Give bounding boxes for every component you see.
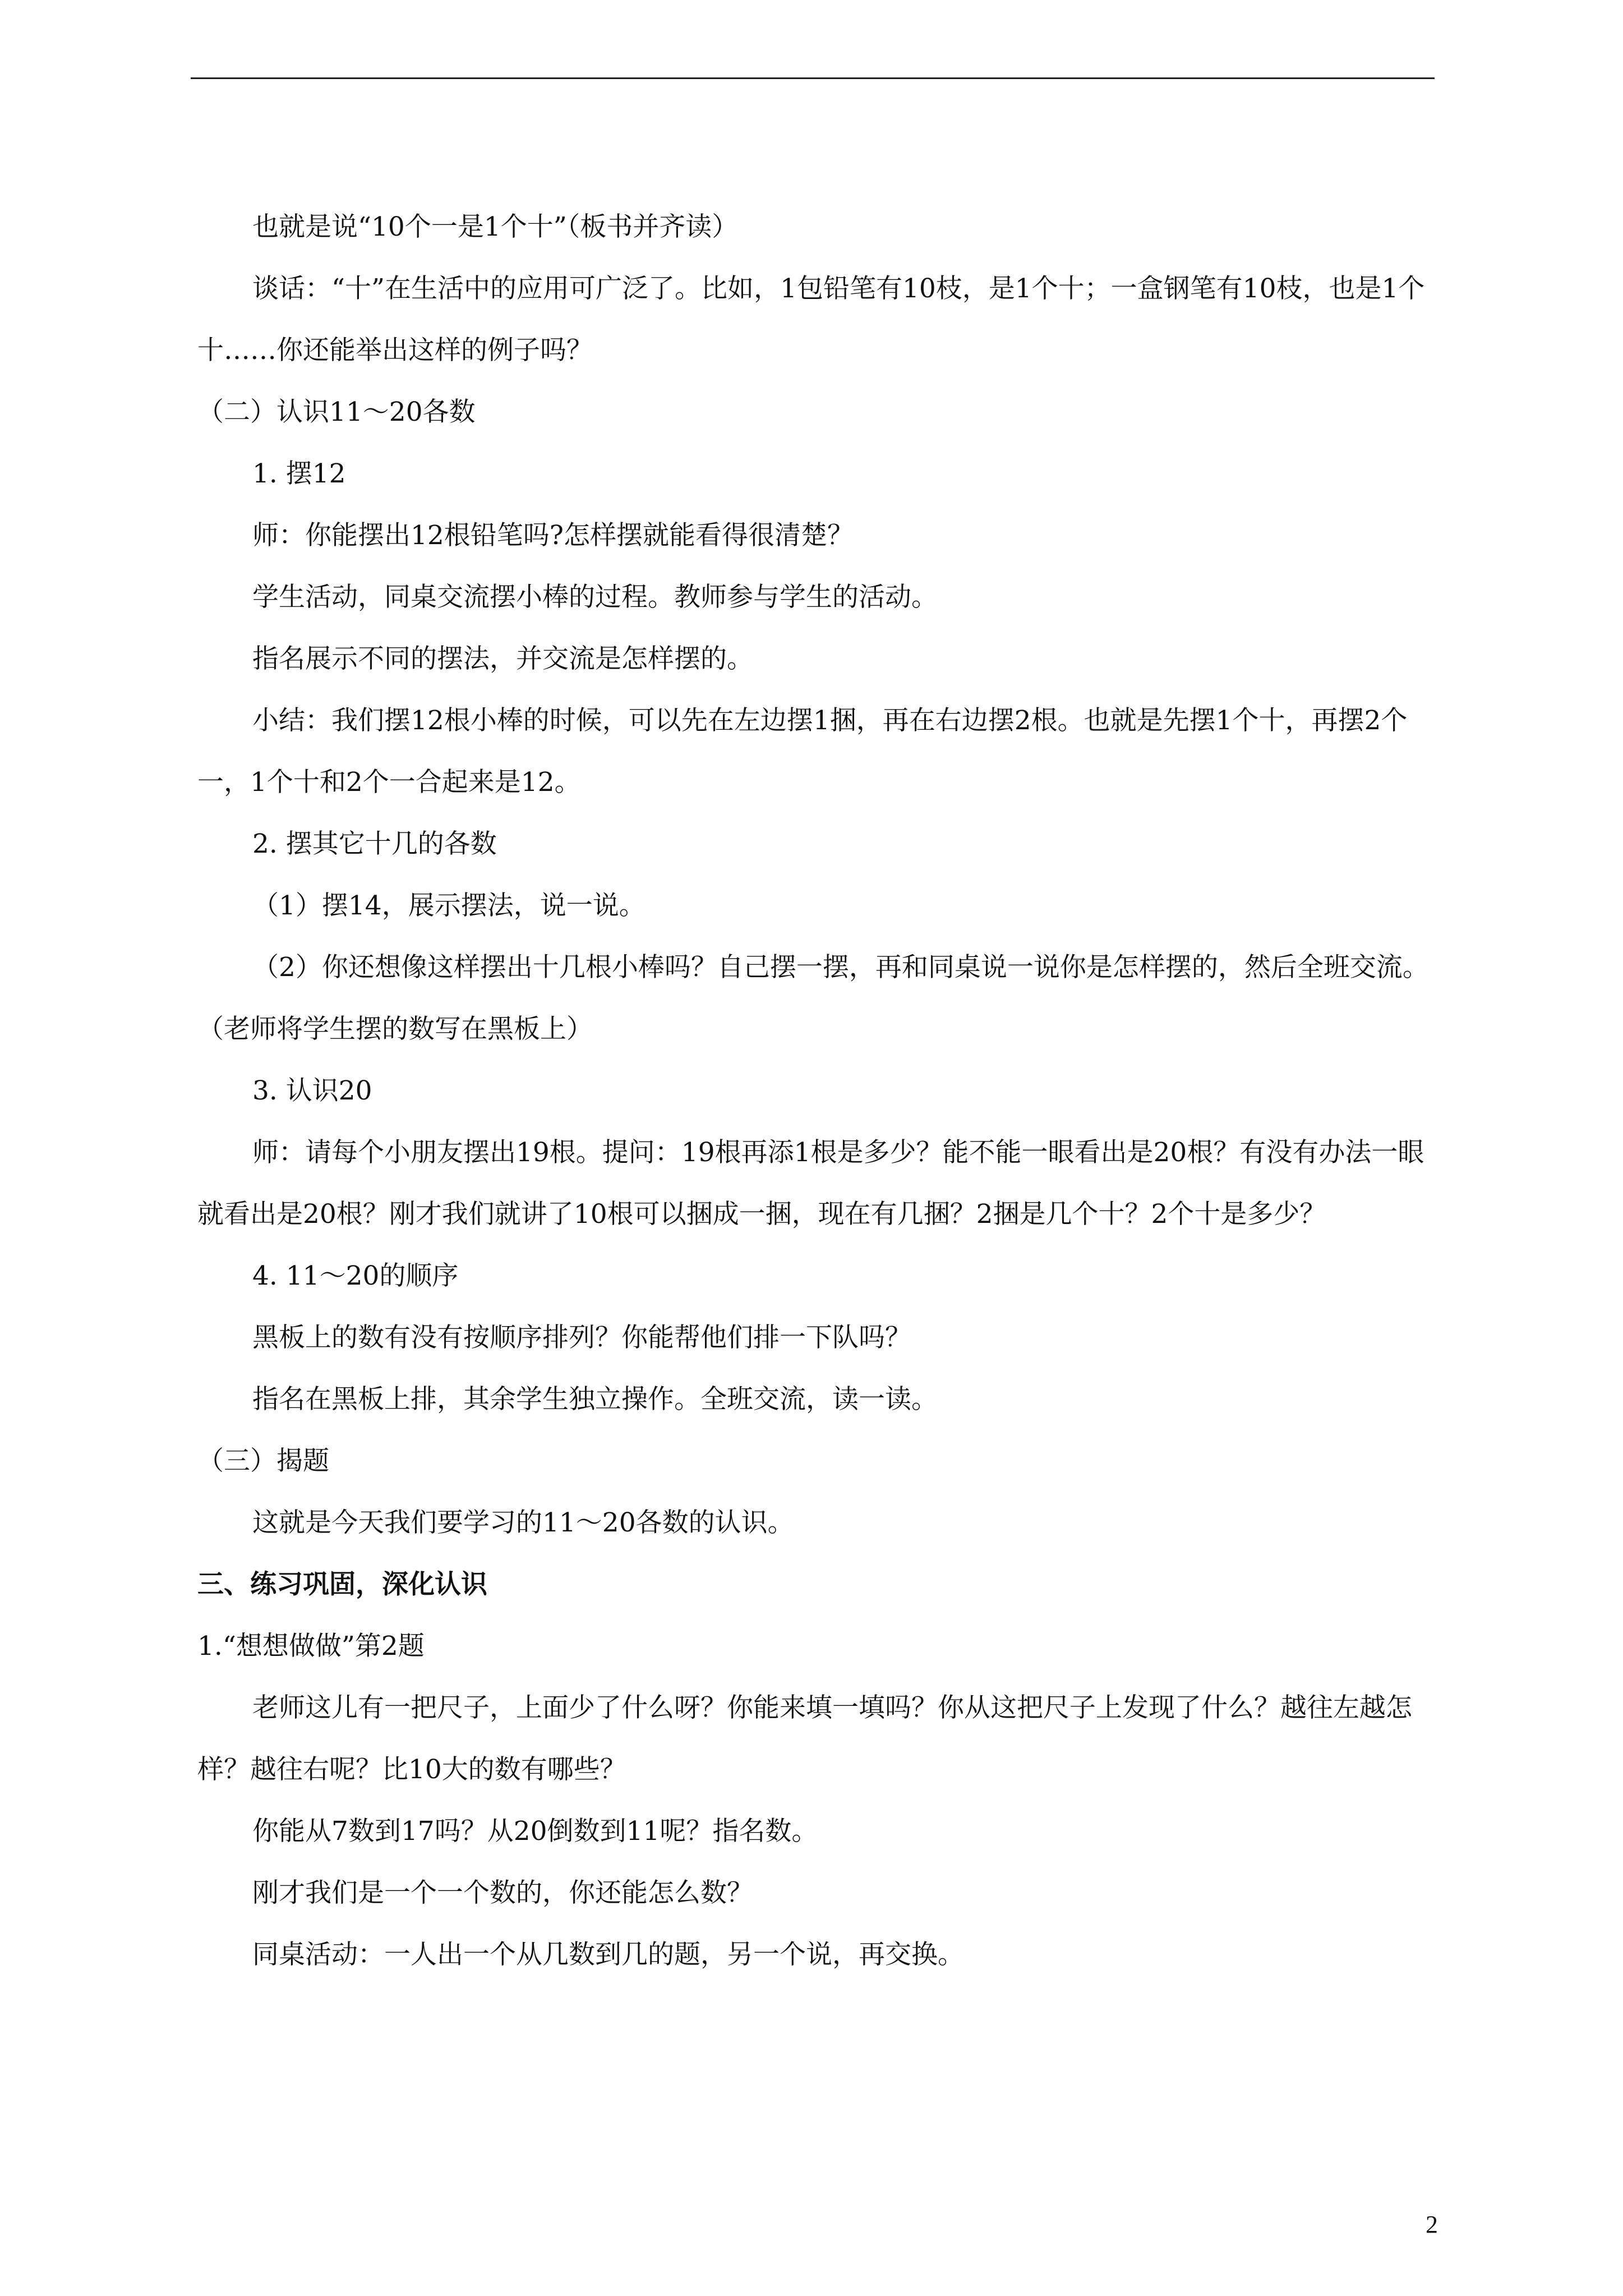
paragraph: 老师这儿有一把尺子，上面少了什么呀？你能来填一填吗？你从这把尺子上发现了什么？越往左越怎样？越往右呢？比10大的数有哪些？ [197,1692,1412,1785]
paragraph: 学生活动，同桌交流摆小棒的过程。教师参与学生的活动。 [252,582,938,613]
paragraph: 这就是今天我们要学习的11～20各数的认识。 [252,1507,794,1538]
paragraph: 指名在黑板上排，其余学生独立操作。全班交流，读一读。 [252,1384,938,1415]
paragraph: 师：请每个小朋友摆出19根。提问：19根再添1根是多少？能不能一眼看出是20根？有没有办法一眼就看出是20根？刚才我们就讲了10根可以捆成一捆，现在有几捆？2捆是几个十？2个十是多少？ [197,1137,1424,1230]
document-body [197,196,1431,1986]
paragraph: （1）摆14，展示摆法，说一说。 [252,890,645,921]
paragraph: 小结：我们摆12根小棒的时候，可以先在左边摆1捆，再在右边摆2根。也就是先摆1个十，再摆2个一，1个十和2个一合起来是12。 [197,705,1408,798]
paragraph: 也就是说“10个一是1个十”（板书并齐读） [252,211,739,242]
paragraph: 指名展示不同的摆法，并交流是怎样摆的。 [252,643,753,674]
section-heading: 三、练习巩固，深化认识 [197,1569,487,1600]
paragraph: 4. 11～20的顺序 [252,1260,459,1291]
paragraph: 黑板上的数有没有按顺序排列？你能帮他们排一下队吗？ [252,1322,911,1353]
paragraph: 你能从7数到17吗？从20倒数到11呢？指名数。 [252,1816,818,1847]
paragraph: 2. 摆其它十几的各数 [252,829,497,859]
page-number: 2 [1426,2211,1438,2238]
paragraph: 同桌活动：一人出一个从几数到几的题，另一个说，再交换。 [252,1939,964,1970]
paragraph: 1. 摆12 [252,458,346,489]
paragraph: 1.“想想做做”第2题 [197,1631,425,1662]
paragraph: 师：你能摆出12根铅笔吗?怎样摆就能看得很清楚？ [252,520,854,551]
header-rule [191,77,1435,79]
paragraph: （三）揭题 [197,1446,329,1476]
paragraph: 谈话：“十”在生活中的应用可广泛了。比如，1包铅笔有10枝，是1个十；一盒钢笔有10枝，也是1个十……你还能举出这样的例子吗？ [197,273,1425,366]
paragraph: 刚才我们是一个一个数的，你还能怎么数？ [252,1878,753,1908]
paragraph: （二）认识11～20各数 [197,397,476,427]
paragraph: 3. 认识20 [252,1075,372,1106]
paragraph: （2）你还想像这样摆出十几根小棒吗？自己摆一摆，再和同桌说一说你是怎样摆的，然后全班交流。（老师将学生摆的数写在黑板上） [197,952,1429,1045]
